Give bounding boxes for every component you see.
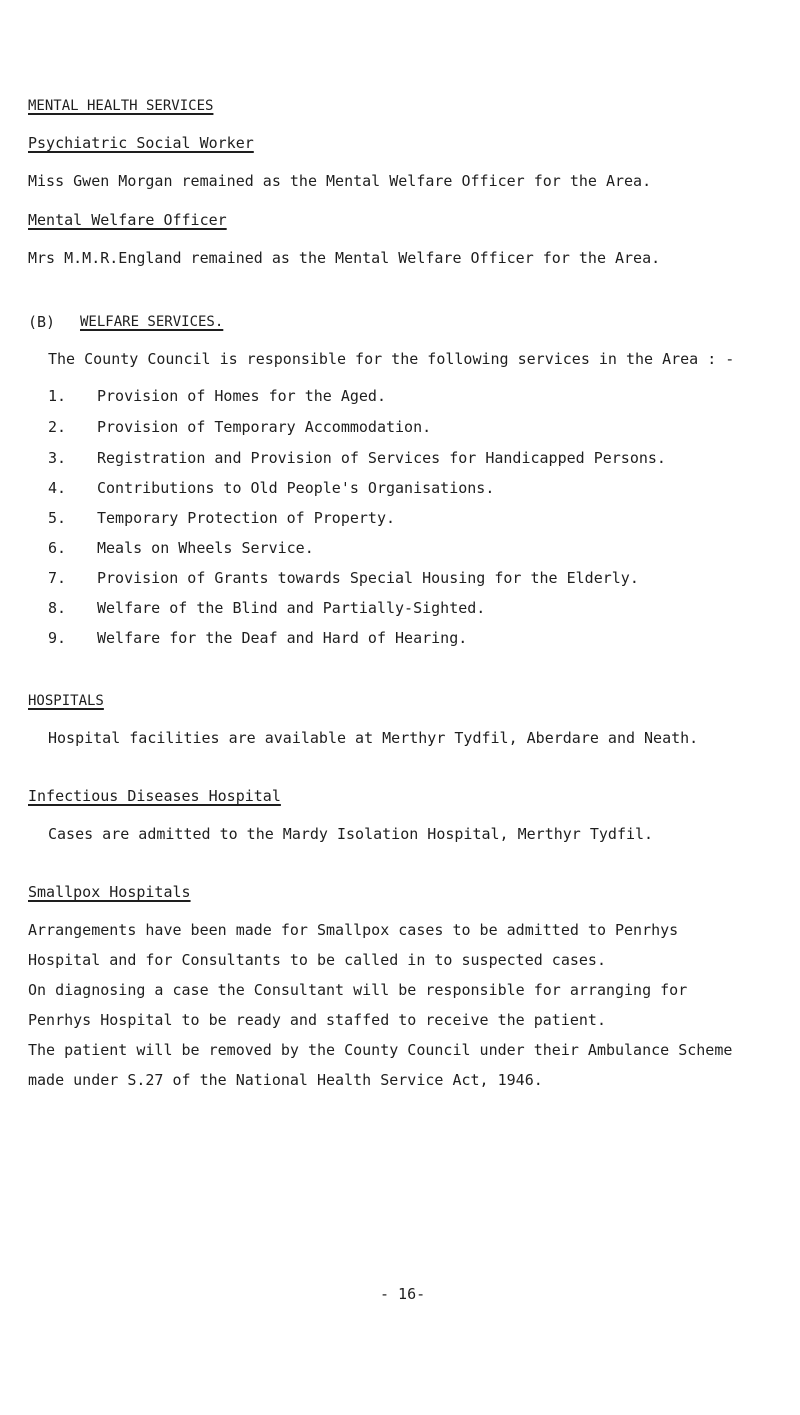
mwo-text: Mrs M.M.R.England remained as the Mental Welfare Officer for the Area. (28, 249, 661, 267)
welfare-intro: The County Council is responsible for the following services in the Area : - (48, 350, 735, 368)
psw-text: Miss Gwen Morgan remained as the Mental Welfare Officer for the Area. (28, 172, 652, 190)
list-item-number: 3. (48, 449, 67, 467)
infectious-text: Cases are admitted to the Mardy Isolation Hospital, Merthyr Tydfil. (48, 825, 654, 843)
welfare-label: (B) (28, 313, 56, 331)
list-item-number: 8. (48, 599, 67, 617)
paragraph-line: Arrangements have been made for Smallpox cases to be admitted to Penrhys (28, 921, 679, 939)
list-item-number: 1. (48, 387, 67, 405)
list-item-text: Provision of Temporary Accommodation. (97, 418, 432, 436)
welfare-heading: WELFARE SERVICES. (80, 314, 224, 330)
list-item-number: 5. (48, 509, 67, 527)
list-item-text: Provision of Grants towards Special Housing for the Elderly. (97, 569, 639, 587)
list-item-text: Provision of Homes for the Aged. (97, 387, 386, 405)
list-item-text: Contributions to Old People's Organisations. (97, 479, 495, 497)
list-item-number: 6. (48, 539, 67, 557)
list-item-number: 2. (48, 418, 67, 436)
list-item-number: 4. (48, 479, 67, 497)
list-item-text: Meals on Wheels Service. (97, 539, 314, 557)
smallpox-heading: Smallpox Hospitals (28, 883, 191, 901)
infectious-heading: Infectious Diseases Hospital (28, 787, 281, 805)
paragraph-line: Hospital and for Consultants to be called in to suspected cases. (28, 951, 606, 969)
mental-health-heading: MENTAL HEALTH SERVICES (28, 98, 214, 114)
list-item-text: Temporary Protection of Property. (97, 509, 396, 527)
hospitals-text: Hospital facilities are available at Merthyr Tydfil, Aberdare and Neath. (48, 729, 699, 747)
list-item-number: 9. (48, 629, 67, 647)
mwo-heading: Mental Welfare Officer (28, 211, 227, 229)
paragraph-line: made under S.27 of the National Health Service Act, 1946. (28, 1071, 543, 1089)
paragraph-line: Penrhys Hospital to be ready and staffed to receive the patient. (28, 1011, 606, 1029)
list-item-text: Registration and Provision of Services for Handicapped Persons. (97, 449, 666, 467)
list-item-text: Welfare for the Deaf and Hard of Hearing. (97, 629, 468, 647)
hospitals-heading: HOSPITALS (28, 693, 104, 709)
paragraph-line: On diagnosing a case the Consultant will be responsible for arranging for (28, 981, 688, 999)
list-item-text: Welfare of the Blind and Partially-Sighted. (97, 599, 486, 617)
psw-heading: Psychiatric Social Worker (28, 134, 254, 152)
paragraph-line: The patient will be removed by the County Council under their Ambulance Scheme (28, 1041, 733, 1059)
list-item-number: 7. (48, 569, 67, 587)
page-number: - 16- (380, 1285, 426, 1303)
